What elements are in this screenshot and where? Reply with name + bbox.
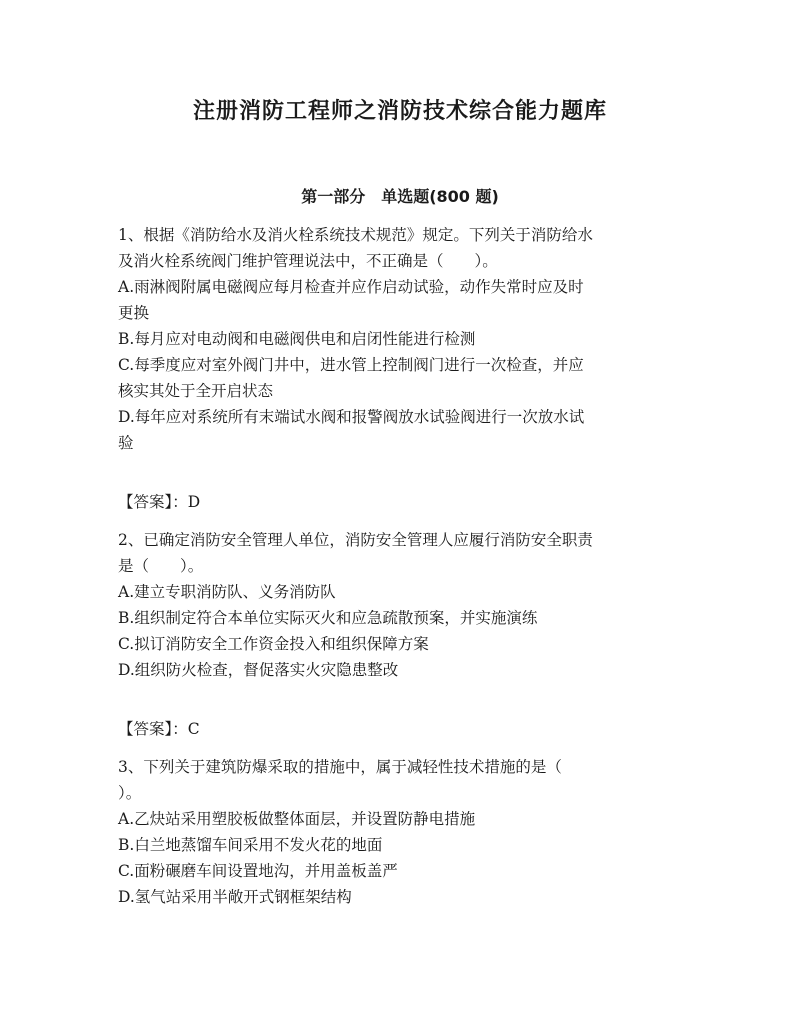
question-stem-line: 及消火栓系统阀门维护管理说法中，不正确是（ ）。 xyxy=(118,252,498,270)
question-stem-line: 3、下列关于建筑防爆采取的措施中，属于减轻性技术措施的是（ xyxy=(118,758,562,776)
question-stem-line: ）。 xyxy=(118,784,142,802)
option-c: C.拟订消防安全工作资金投入和组织保障方案 xyxy=(118,635,429,653)
option-a: A.雨淋阀附属电磁阀应每月检查并应作启动试验，动作失常时应及时 xyxy=(118,278,584,296)
option-d: D.氢气站采用半敞开式钢框架结构 xyxy=(118,888,352,906)
question-stem-line: 2、已确定消防安全管理人单位，消防安全管理人应履行消防安全职责 xyxy=(118,531,593,549)
question-1 xyxy=(118,222,678,456)
option-a-continued: 更换 xyxy=(118,304,150,322)
page-title: 注册消防工程师之消防技术综合能力题库 xyxy=(192,99,607,124)
option-d-continued: 验 xyxy=(118,434,134,452)
option-b: B.组织制定符合本单位实际灭火和应急疏散预案，并实施演练 xyxy=(118,609,538,627)
option-a: A.建立专职消防队、义务消防队 xyxy=(118,583,336,601)
question-stem-line: 是（ ）。 xyxy=(118,557,204,575)
question-2 xyxy=(118,527,678,683)
answer-1: 【答案】：D xyxy=(118,493,201,511)
option-c-continued: 核实其处于全开启状态 xyxy=(118,382,274,400)
option-c: C.面粉碾磨车间设置地沟，并用盖板盖严 xyxy=(118,862,398,880)
question-3 xyxy=(118,754,678,910)
option-b: B.白兰地蒸馏车间采用不发火花的地面 xyxy=(118,836,383,854)
option-d: D.组织防火检查，督促落实火灾隐患整改 xyxy=(118,661,399,679)
option-d: D.每年应对系统所有末端试水阀和报警阀放水试验阀进行一次放水试 xyxy=(118,408,585,426)
option-a: A.乙炔站采用塑胶板做整体面层，并设置防静电措施 xyxy=(118,810,476,828)
question-stem-line: 1、根据《消防给水及消火栓系统技术规范》规定。下列关于消防给水 xyxy=(118,226,593,244)
answer-2: 【答案】：C xyxy=(118,720,200,738)
option-c: C.每季度应对室外阀门井中，进水管上控制阀门进行一次检查，并应 xyxy=(118,356,584,374)
option-b: B.每月应对电动阀和电磁阀供电和启闭性能进行检测 xyxy=(118,330,476,348)
section-title: 第一部分 单选题(800 题) xyxy=(301,187,499,206)
question-list xyxy=(118,222,678,910)
